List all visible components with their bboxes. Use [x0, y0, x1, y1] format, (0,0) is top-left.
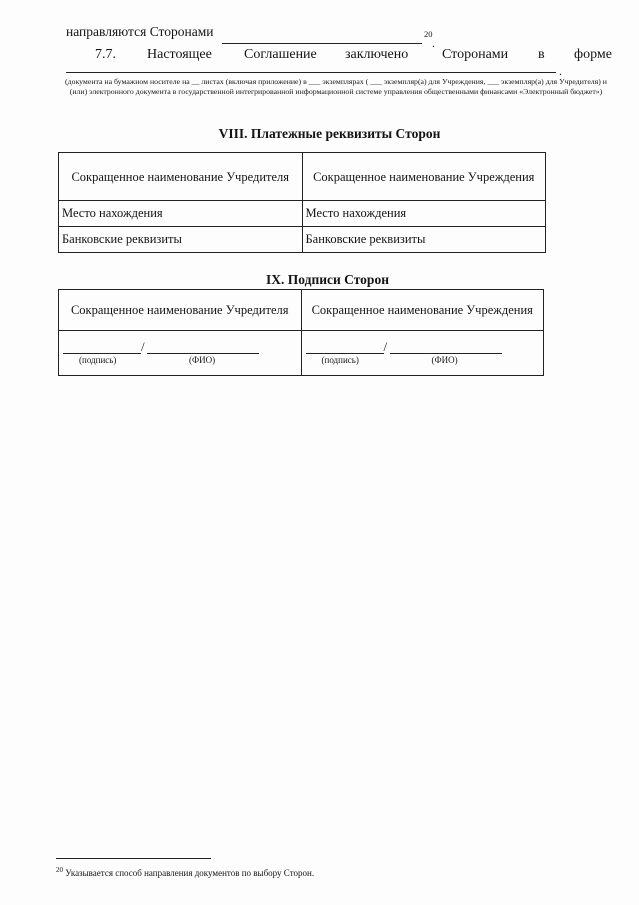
signature-label: (подпись): [321, 355, 359, 365]
footnote: [56, 866, 314, 878]
clause-word: Соглашение: [244, 47, 317, 62]
clause-word: Настоящее: [147, 47, 212, 62]
payment-details-table: [58, 152, 546, 253]
footnote-text: Указывается способ направления документов по выбору Сторон.: [65, 868, 315, 878]
clause-number: 7.7.: [95, 47, 116, 62]
footnote-rule: [56, 858, 211, 859]
intro-blank-line: [222, 43, 422, 44]
document-form-blank-line: [66, 72, 556, 73]
footnote-number: 20: [56, 866, 63, 874]
clause-period: .: [559, 64, 562, 78]
institution-header: Сокращенное наименование Учреждения: [301, 290, 544, 331]
institution-bank-details: Банковские реквизиты: [302, 227, 546, 253]
signature-row: [59, 331, 544, 376]
clause-word: Сторонами: [442, 47, 509, 62]
document-form-note: (документа на бумажном носителе на __ листах (включая приложение) в ___ экземплярах ( ___ экземпляр(а) для Учреждения, ___ экземпляр(а) для Учредителя) и (или) электронного документа в государственной интегрированной информационной системе управления общественными финансами «Электронный бюджет»): [65, 77, 607, 96]
table-header-row: [59, 153, 546, 201]
founder-location: Место нахождения: [59, 201, 303, 227]
institution-signature-cell: [301, 331, 544, 376]
signature-slash: /: [383, 339, 388, 354]
intro-period: .: [432, 36, 435, 50]
intro-text: направляются Сторонами: [66, 24, 214, 39]
table-header-row: [59, 290, 544, 331]
clause-word: в: [538, 47, 545, 62]
founder-signature-line: [63, 353, 141, 354]
clause-word: заключено: [345, 47, 409, 62]
footnote-reference: 20: [424, 29, 433, 39]
founder-signature-cell: [59, 331, 302, 376]
table-row: [59, 227, 546, 253]
name-label: (ФИО): [189, 355, 216, 365]
founder-bank-details: Банковские реквизиты: [59, 227, 303, 253]
signatures-table: [58, 289, 544, 376]
institution-location: Место нахождения: [302, 201, 546, 227]
signature-slash: /: [141, 339, 145, 354]
name-label: (ФИО): [431, 355, 458, 365]
section-8-title: VIII. Платежные реквизиты Сторон: [218, 126, 441, 141]
clause-word: форме: [574, 47, 612, 62]
table-row: [59, 201, 546, 227]
founder-name-line: [147, 353, 259, 354]
founder-header: Сокращенное наименование Учредителя: [59, 153, 303, 201]
signature-label: (подпись): [79, 355, 117, 365]
institution-header: Сокращенное наименование Учреждения: [302, 153, 546, 201]
institution-signature-line: [306, 353, 384, 354]
founder-header: Сокращенное наименование Учредителя: [59, 290, 302, 331]
institution-name-line: [390, 353, 502, 354]
section-9-title: IX. Подписи Сторон: [266, 272, 389, 287]
